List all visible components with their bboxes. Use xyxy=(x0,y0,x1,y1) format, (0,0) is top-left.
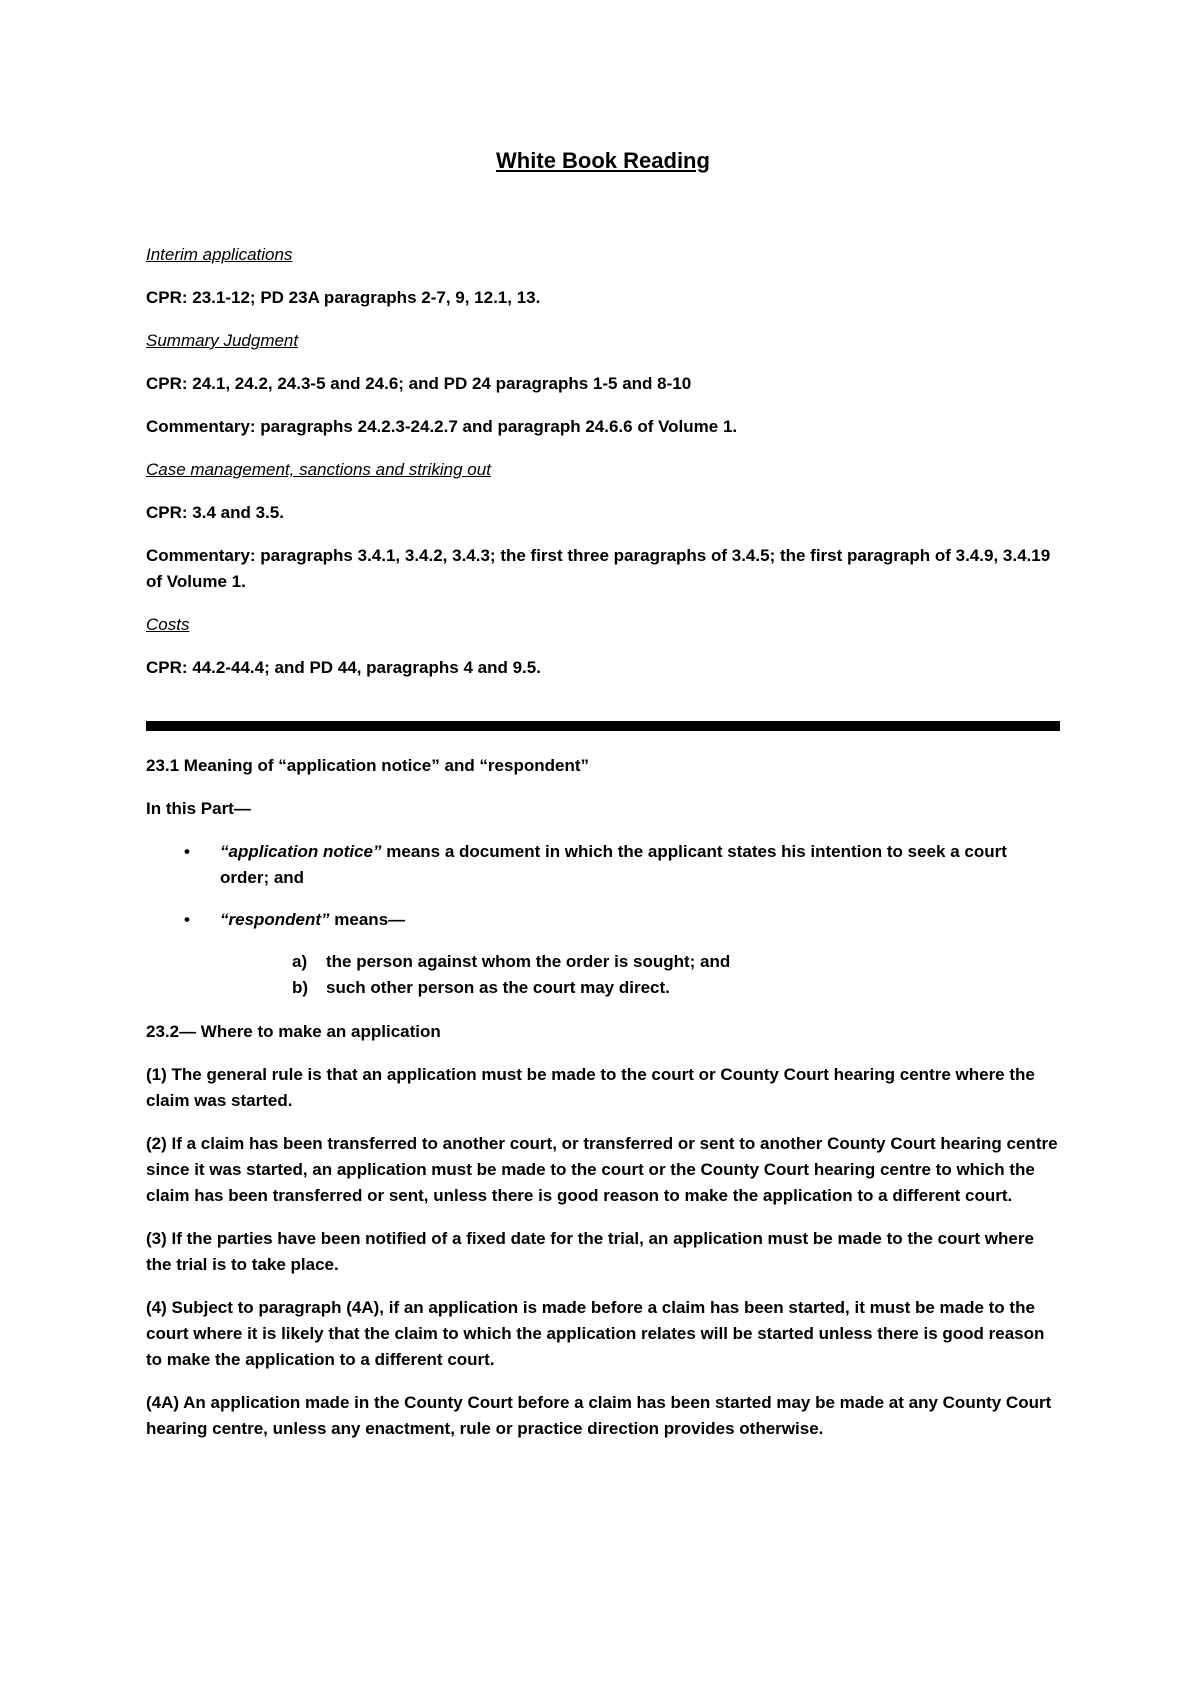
rule-23-2-heading: 23.2— Where to make an application xyxy=(146,1022,441,1041)
rule-23-1-heading: 23.1 Meaning of “application notice” and “respondent” xyxy=(146,756,589,775)
definition-text: means a document in which the applicant states his intention to seek a court order; and xyxy=(220,842,1007,887)
definition-term: “application notice” xyxy=(220,842,382,861)
section-heading-case-management: Case management, sanctions and striking out xyxy=(146,460,491,479)
rule-paragraph: (1) The general rule is that an application must be made to the court or County Court hearing centre where the claim was started. xyxy=(146,1065,1035,1110)
sub-list xyxy=(146,949,1060,1001)
sub-item-marker: b) xyxy=(292,978,309,997)
reading-line: Commentary: paragraphs 24.2.3-24.2.7 and paragraph 24.6.6 of Volume 1. xyxy=(146,417,738,436)
definition-item xyxy=(146,839,1060,891)
definition-term: “respondent” xyxy=(220,910,330,929)
rule-paragraph: (3) If the parties have been notified of a fixed date for the trial, an application must be made to the court where the trial is to take place. xyxy=(146,1229,1034,1274)
rule-paragraph: (2) If a claim has been transferred to another court, or transferred or sent to another County Court hearing centre since it was started, an application must be made to the court or the County Court hearing centre to which the claim has been transferred or sent, unless there is good reason to make the application to a different court. xyxy=(146,1134,1058,1205)
document-content xyxy=(146,146,1060,1459)
sub-item xyxy=(146,949,1060,975)
reading-line: Commentary: paragraphs 3.4.1, 3.4.2, 3.4.3; the first three paragraphs of 3.4.5; the first paragraph of 3.4.9, 3.4.19 of Volume 1. xyxy=(146,546,1051,591)
sub-item-marker: a) xyxy=(292,952,308,971)
rule-paragraph: (4A) An application made in the County Court before a claim has been started may be made at any County Court hearing centre, unless any enactment, rule or practice direction provides otherwise. xyxy=(146,1393,1052,1438)
section-heading-costs: Costs xyxy=(146,615,190,634)
rule-23-1-intro: In this Part— xyxy=(146,799,251,818)
sub-item xyxy=(146,975,1060,1001)
definitions-list xyxy=(146,839,1060,933)
definition-text: means— xyxy=(329,910,406,929)
bullet-icon: • xyxy=(184,910,190,929)
section-heading-summary: Summary Judgment xyxy=(146,331,299,350)
reading-line: CPR: 3.4 and 3.5. xyxy=(146,503,284,522)
definition-item xyxy=(146,907,1060,933)
reading-line: CPR: 24.1, 24.2, 24.3-5 and 24.6; and PD 24 paragraphs 1-5 and 8-10 xyxy=(146,374,692,393)
horizontal-rule xyxy=(146,721,1060,731)
sub-item-text: such other person as the court may direct. xyxy=(326,978,670,997)
section-heading-interim: Interim applications xyxy=(146,245,293,264)
document-title: White Book Reading xyxy=(496,148,710,173)
reading-line: CPR: 23.1-12; PD 23A paragraphs 2-7, 9, 12.1, 13. xyxy=(146,288,541,307)
sub-item-text: the person against whom the order is sought; and xyxy=(326,952,731,971)
reading-line: CPR: 44.2-44.4; and PD 44, paragraphs 4 and 9.5. xyxy=(146,658,541,677)
bullet-icon: • xyxy=(184,842,190,861)
sub-list-wrap xyxy=(146,949,1060,1001)
rule-paragraph: (4) Subject to paragraph (4A), if an application is made before a claim has been started, it must be made to the court where it is likely that the claim to which the application relates will be started unless there is good reason to make the application to a different court. xyxy=(146,1298,1045,1369)
